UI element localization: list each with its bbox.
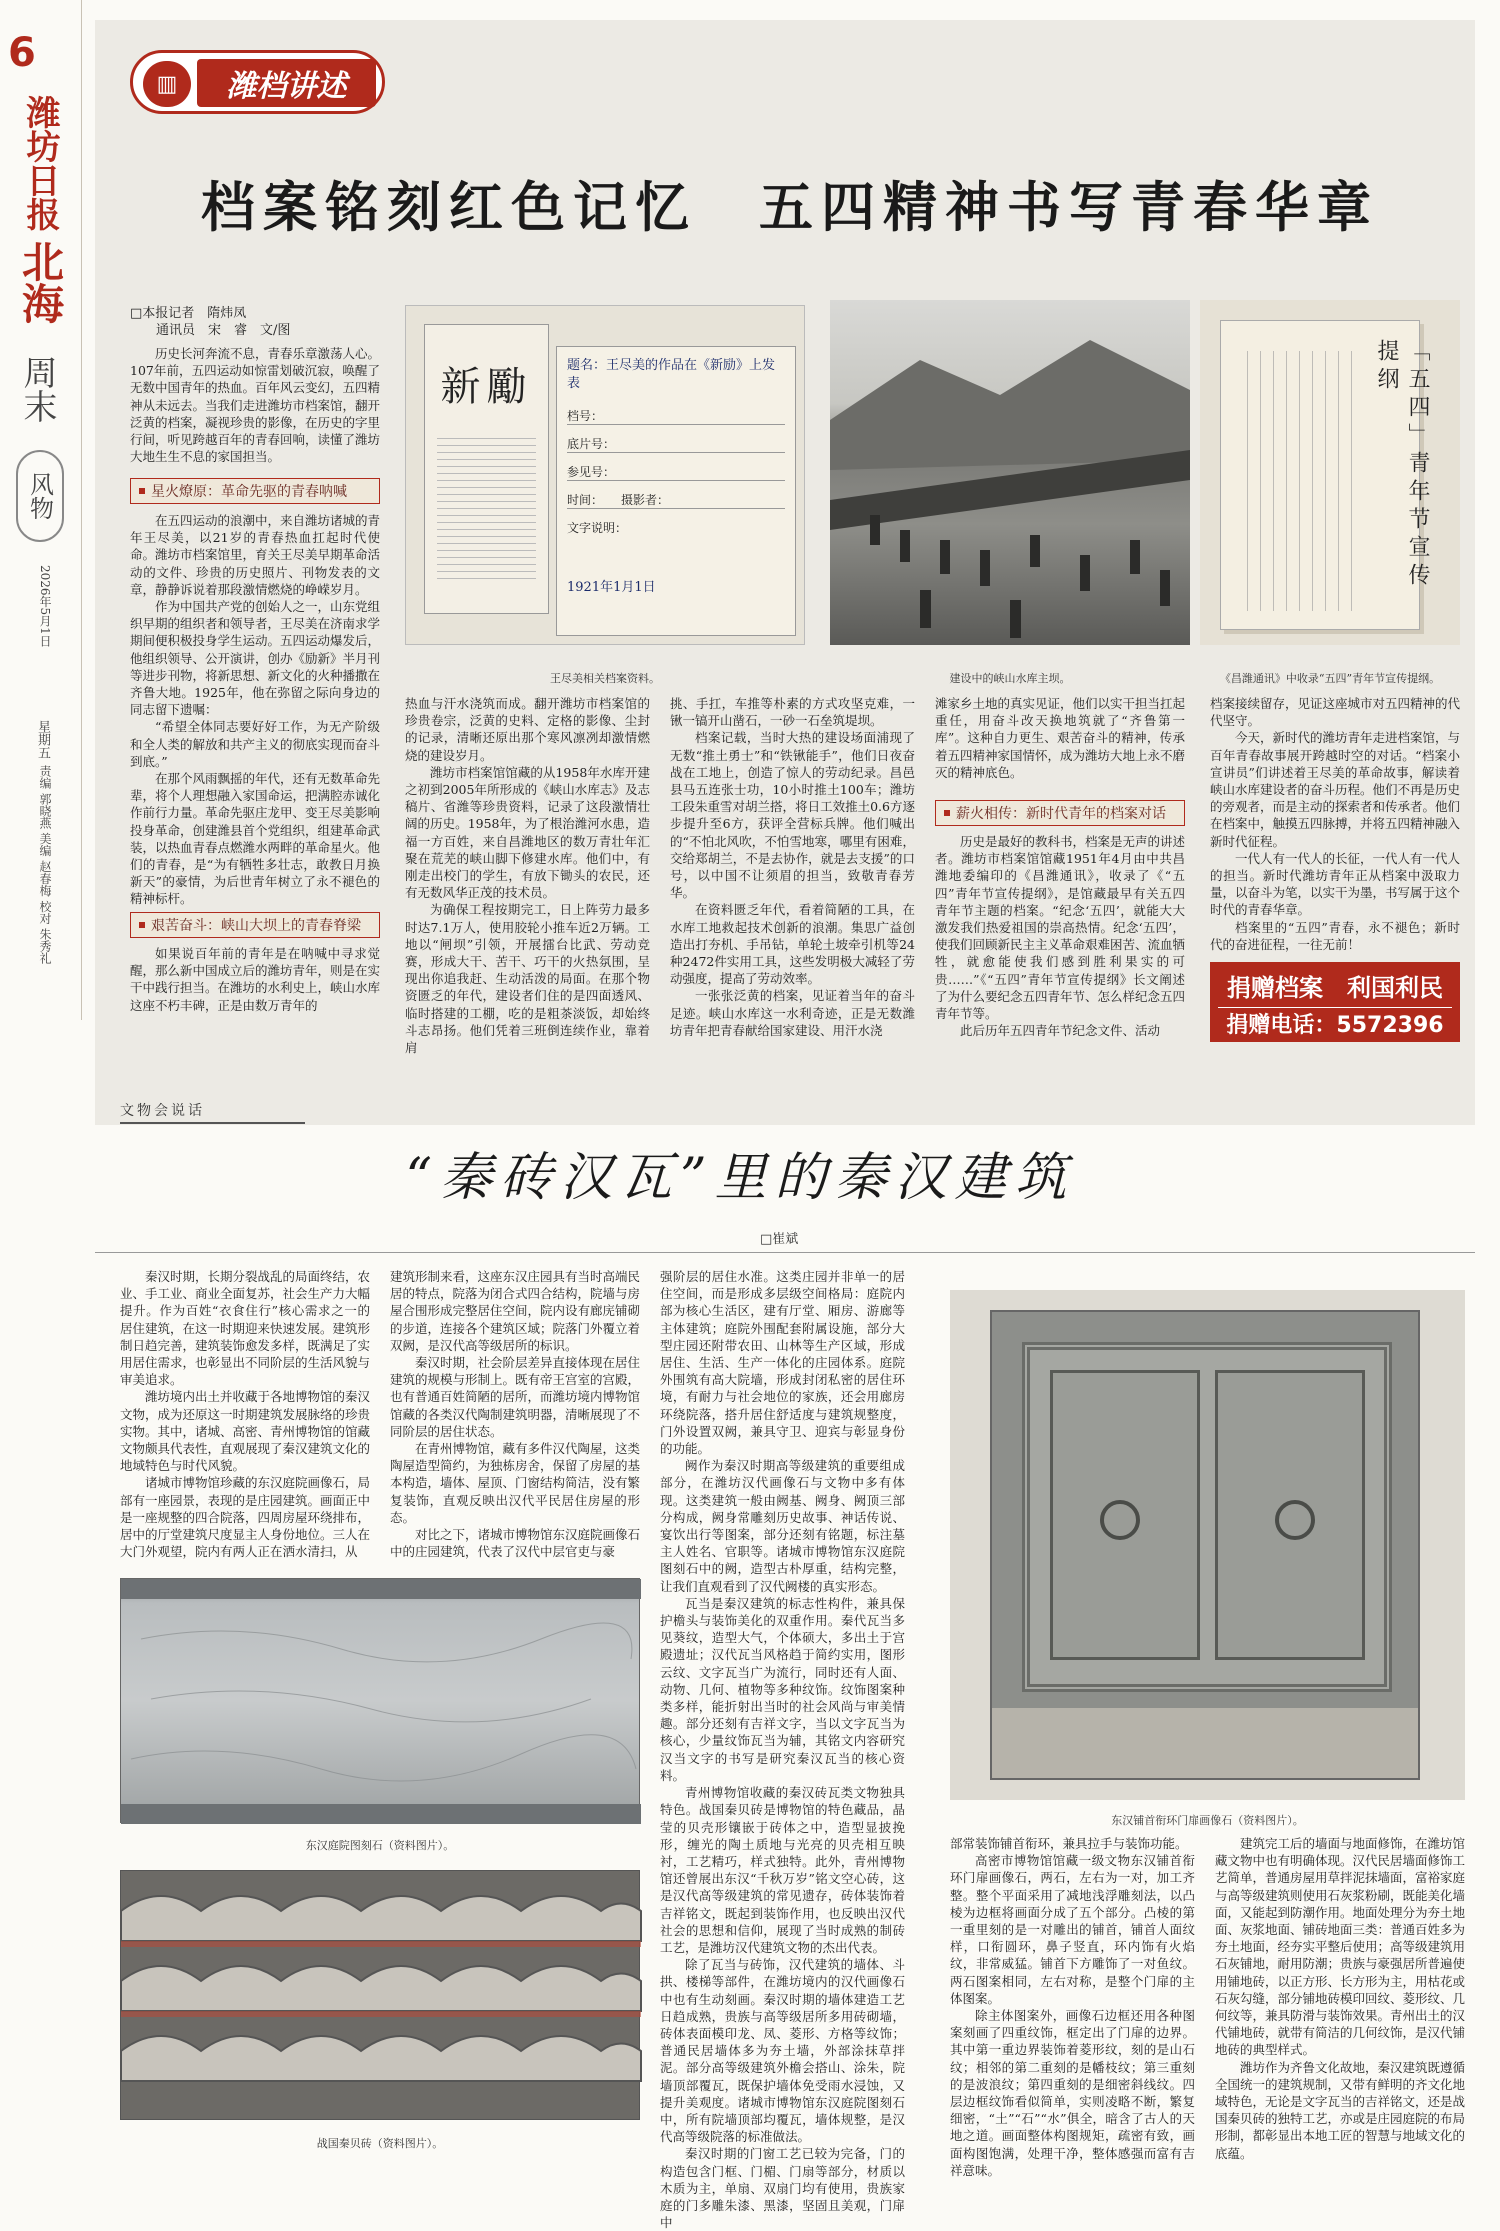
booklet-text [1235, 351, 1355, 611]
door-stone-panel [1022, 1342, 1392, 1692]
a2c5-para-1: 建筑完工后的墙面与地面修饰，在潍坊馆藏文物中也有明确体现。汉代民居墙面修饰工艺简单，普通房屋用草拌泥抹墙面，富裕家庭与高等级建筑则使用石灰浆粉刷，既能美化墙面，又能起到防潮作用。地面处理分为夯土地面、灰浆地面、铺砖地面三类：普通百姓多为夯土地面，经夯实平整后使用；高等级建筑用石灰铺地，耐用防潮；贵族与豪强居所普遍使用铺地砖，以正方形、长方形为主，用枯花或石灰勾缝，部分铺地砖模印回纹、菱形纹、几何纹等，兼具防滑与装饰效果。青州出土的汉代铺地砖，就带有简洁的几何纹饰，是汉代铺地砖的典型样式。 [1215, 1836, 1466, 2058]
photo3-caption: 《昌潍通讯》中收录“五四”青年节宣传提纲。 [1219, 672, 1441, 685]
page-number: 6 [8, 30, 36, 76]
photo4-caption: 东汉庭院图刻石（资料图片）。 [305, 1839, 455, 1852]
col3-para-2: 档案记载，当时大热的建设场面浦现了无数“推土勇士”和“铁锹能手”，他们日夜奋战在工地上，创造了惊人的劳动纪录。昌邑县马五连张士功，10小时推土100车；潍坊工段朱重雪对胡兰搭，将日工效推土0.6方逐步提升至6方，获评全营标兵牌。他们喊出的“不怕北风吹，不怕雪地寒，哪里有困难，交给郑胡兰，不是去协作，就是去支援”的口号，以中国不让须眉的担当，致敬青春芳华。 [670, 730, 915, 901]
donation-banner [1210, 962, 1460, 1042]
clipping-title: 新勵 [440, 364, 533, 410]
a2c3-para-1: 强阶层的居住水准。这类庄园并非单一的居住空间，而是形成多层级空间格局：庭院内部为核心生活区，建有厅堂、厢房、游廊等主体建筑；庭院外围配套附属设施，部分大型庄园还附带农田、山林等生产区域，形成居住、生活、生产一体化的庄园体系。庭院外围筑有高大院墙，形成封闭私密的居住环境，有耐力与社会地位的家族，还会用廊房环绕院落，搭升居住舒适度与建筑规整度，门外设置双阙，兼具守卫、迎宾与彰显身份的功能。 [660, 1269, 905, 1457]
photo6-caption: 战国秦贝砖（资料图片）。 [316, 2137, 444, 2150]
col1-para-1: 在五四运动的浪潮中，来自潍坊诸城的青年王尽美，以21岁的青春热血扛起时代使命。潍坊市档案馆里，育关王尽美早期革命活动的文件、珍贵的历史照片、刊物发表的文章，静静诉说着那段激情燃烧的峥嵘岁月。 [130, 513, 381, 597]
shell-brick-pattern [121, 1871, 641, 2121]
article1-col1 [130, 512, 381, 907]
a2c5-para-2: 潍坊作为齐鲁文化故地，秦汉建筑既遵循全国统一的建筑规制，又带有鲜明的齐文化地域特色，无论是文字瓦当的吉祥铭文，还是战国秦贝砖的独特工艺，亦或是庄园庭院的布局形制，都彰显出本地工匠的智慧与地域文化的底蕴。 [1215, 2059, 1466, 2161]
a2c4-para-1: 部常装饰铺首衔环，兼具拉手与装饰功能。 [950, 1836, 1188, 1851]
photo-reservoir-construction [830, 300, 1190, 645]
card-handwriting: 题名：王尽美的作品在《新励》上发表 [567, 358, 776, 391]
article1-title: 档案铭刻红色记忆 五四精神书写青春华章 [201, 175, 1379, 239]
a2c4-para-3: 除主体图案外，画像石边框还用各种图案刻画了四重纹饰，框定出了门扉的边界。其中第一重边界装饰着菱形纹，刻的是山石纹；相邻的第二重刻的是幡枝纹；第三重刻的是波浪纹；第四重刻的是细密斜线纹。四层边框纹饰看似简单，实则凌略不断，繁复细密，“土”“石”“水”俱全，暗含了古人的天地之道。画面整体构图规矩，疏密有致，画面构图饱满，处理干净，整体感强而富有吉祥意味。 [950, 2008, 1195, 2178]
photo5-caption: 东汉铺首衔环门扉画像石（资料图片）。 [1111, 1814, 1304, 1827]
article1-col4b [935, 833, 1186, 1039]
article2-byline: □崔斌 [760, 1232, 799, 1247]
photo-youth-day-outline [1200, 300, 1460, 645]
a2c1-para-2: 潍坊境内出土并收藏于各地博物馆的秦汉文物，成为还原这一时期建筑发展脉络的珍贵实物。其中，诸城、高密、青州博物馆的馆藏文物颇具代表性，直观展现了秦汉建筑文化的地域特色与时代风貌。 [120, 1389, 371, 1474]
a2c3-para-4: 青州博物馆收藏的秦汉砖瓦类文物独具特色。战国秦贝砖是博物馆的特色藏品，晶莹的贝壳形镶嵌于砖体之中，造型显披挽形，缠光的陶土质地与光亮的贝壳相互映衬，工艺精巧，样式独特。此外，青州博物馆还曾展出东汉“千秋万岁”铭文空心砖，这是汉代高等级建筑的常见遗存，砖体装饰着吉祥铭文，既起到装饰作用，也反映出汉代社会的思想和信仰，展现了当时成熟的制砖工艺，是潍坊汉代建筑文物的杰出代表。 [660, 1785, 905, 1955]
a2c1-para-3: 诸城市博物馆珍藏的东汉庭院画像石，局部有一座园景，表现的是庄园建筑。画面正中是一座规整的四合院落，四周房屋环绕排布，居中的厅堂建筑尺度显主人身份地位。三人在大门外观望，院内有两人正在洒水清扫，从 [120, 1475, 371, 1560]
a2c4-para-2: 高密市博物馆馆藏一级文物东汉铺首衔环门扉画像石，两石，左右为一对，加工齐整。整个平面采用了减地浅浮雕刻法，以凸棱为边框将画面分成了五个部分。凸棱的第一重里刻的是一对雕出的铺首，铺首人面纹样，口衔圆环，鼻子竖直，环内饰有火焰纹，非常威猛。铺首下方雕饰了一对鱼纹。两石图案相同，左右对称，是整个门扉的主体图案。 [950, 1853, 1195, 2006]
article2-rule [95, 1252, 1475, 1253]
article1-col1b: 如果说百年前的青年是在呐喊中寻求觉醒，那么新中国成立后的潍坊青年，则是在实干中践行担当。在潍坊的水利史上，峡山水库这座不朽丰碑，正是由数万青年的 [130, 946, 381, 1013]
a2c2-para-4: 对比之下，诸城市博物馆东汉庭院画像石中的庄园建筑，代表了汉代中层官吏与豪 [390, 1527, 641, 1560]
editor-credits: 责编 郭晓燕 美编 赵春梅 校对 朱秀礼 [38, 765, 52, 965]
byline-reporter: □本报记者 隋炜凤 [130, 306, 247, 321]
article2-col3 [660, 1268, 905, 2231]
a2c3-para-3: 瓦当是秦汉建筑的标志性构件，兼具保护檐头与装饰美化的双重作用。秦代瓦当多见葵纹，造型大气，个体硕大，多出土于宫殿遗址；汉代瓦当风格趋于简约实用，图形云纹、文字瓦当广为流行，同时还有人面、动物、几何、植物等多种纹饰。纹饰图案种类多样，能折射出当时的社会风尚与审美情趣。部分还刻有吉祥文字，当以文字瓦当为核心，少量纹饰瓦当为辅，其铭文内容研究汉当文字的书写是研究秦汉瓦当的核心资料。 [660, 1595, 905, 1783]
col4-para-3: 此后历年五四青年节纪念文件、活动 [960, 1023, 1161, 1039]
a2c3-para-6: 秦汉时期的门窗工艺已较为完备，门的构造包含门框、门楣、门扇等部分，材质以木质为主，单扇、双扇门均有使用，贵族家庭的门多雕朱漆、黑漆，坚固且美观，门扉中 [660, 2146, 905, 2231]
card-date: 1921年1月1日 [567, 580, 656, 595]
archive-books-icon: ▥ [143, 61, 191, 107]
a2c2-para-2: 秦汉时期，社会阶层差异直接体现在居住建筑的规模与形制上。既有帝王宫室的宫殿，也有普通百姓简陋的居所，而潍坊境内博物馆馆藏的各类汉代陶制建筑明器，清晰展现了不同阶层的居住状态。 [390, 1355, 641, 1439]
subhead-3: 薪火相传：新时代青年的档案对话 [935, 800, 1185, 826]
brand-name: 北海 [16, 240, 65, 324]
col5-para-1: 档案接续留存，见证这座城市对五四精神的代代坚守。 [1210, 696, 1461, 729]
booklet-title: 「五四」青年节宣传提纲 [1374, 339, 1430, 591]
card-field-3: 时间： 摄影者： [567, 491, 785, 509]
col3-para-4: 在资料匮乏年代，看着简陋的工具，在水库工地救起技术创新的浪潮。集思广益创造出打夯机、手吊钻，单轮土坡牵引机等24种2472件实用工具，这些发明极大减轻了劳动强度，提高了劳动效率。 [670, 902, 915, 987]
article2-col1 [120, 1268, 371, 1560]
clipping-lines [437, 432, 536, 582]
a2c3-para-2: 阙作为秦汉时期高等级建筑的重要组成部分，在潍坊汉代画像石与文物中多有体现。这类建筑一般由阙基、阙身、阙顶三部分构成，阙身常雕刻历史故事、神话传说、宴饮出行等图案，部分还刻有铭题，标注墓主人姓名、官职等。诸城市博物馆东汉庭院图刻石中的阙，造型古朴厚重，结构完整，让我们直观看到了汉代阙楼的真实形态。 [660, 1458, 905, 1594]
card-field-1: 底片号： [567, 435, 785, 453]
courtyard-stone-relief [121, 1579, 641, 1824]
col5-para-2: 今天，新时代的潍坊青年走进档案馆，与百年青春故事展开跨越时空的对话。“档案小宣讲员”们讲述着王尽美的革命故事，解读着峡山水库建设者的奋斗历程。他们不再是历史的旁观者，而是主动的探索者和传承者。他们在档案中，触摸五四脉搏，并将五四精神融入新时代征程。 [1210, 730, 1461, 849]
article2-col5 [1215, 1835, 1466, 2161]
photo2-caption: 建设中的峡山水库主坝。 [949, 672, 1071, 685]
col5-para-4: 档案里的“五四”青春，永不褪色；新时代的奋进征程，一往无前！ [1210, 919, 1460, 952]
article1-col4a: 滩家乡土地的真实见证，他们以实干担当扛起重任，用奋斗改天换地筑就了“齐鲁第一库”。这种自力更生、艰苦奋斗的精神，传承着五四精神家国情怀，成为潍坊大地上永不磨灭的精神底色。 [935, 696, 1186, 780]
paper-name: 潍坊日报 [20, 95, 60, 231]
column-logo [130, 50, 385, 114]
article1-byline [130, 305, 380, 339]
col2-para-3: 为确保工程按期完工，日上阵劳力最多时达7.1万人，使用胶轮小推车近2万辆。工地以“闸坝”引领，开展擂台比武、劳动竞赛，形成大干、苦干、巧干的火热氛围，呈现出你追我赶、生动活泼的局面。在那个物资匮乏的年代，建设者们住的是四面透风、临时搭建的工棚，吃的是粗茶淡饭，却始终斗志昂扬。他们凭着三班倒连续作业，靠着肩 [405, 902, 650, 1056]
card-field-0: 档号： [567, 407, 785, 425]
article2-title: “秦砖汉瓦”里的秦汉建筑 [405, 1148, 1075, 1208]
article1-col2 [405, 695, 650, 1056]
article2-col2 [390, 1268, 641, 1560]
issue-date: 2026年5月1日 [38, 565, 52, 647]
door-stone-frame [990, 1310, 1420, 1780]
knocker-ring-right-icon [1275, 1500, 1315, 1540]
donation-title: 捐赠档案 利国利民 [1218, 968, 1452, 1008]
reservoir-scene [830, 300, 1190, 645]
a2c3-para-5: 除了瓦当与砖饰，汉代建筑的墙体、斗拱、楼梯等部件，在潍坊境内的汉代画像石中也有生动刻画。秦汉时期的墙体建造工艺日趋成熟，贵族与高等级居所多用砖砌墙，砖体表面模印龙、凤、菱形、方格等纹饰；普通民居墙体多为夯土墙，外部涂抹草拌泥。部分高等级建筑外檐会搭山、涂朱，院墙顶部覆瓦，既保护墙体免受雨水浸蚀，又提升美观度。诸城市博物馆东汉庭院图刻石中，所有院墙顶部均覆瓦，墙体规整，是汉代高等级院落的标准做法。 [660, 1957, 905, 2145]
issue-weekday: 星期五 [35, 720, 50, 759]
col3-para-1: 挑、手扛，车推等朴素的方式攻坚克难，一锹一镐开山凿石，一砂一石垒筑堤坝。 [670, 696, 915, 729]
col1-para-4: 在那个风雨飘摇的年代，还有无数革命先辈，将个人理想融入家国命运，把满腔赤诚化作前行力量。革命先驱庄龙甲、变王尽美影响投身革命，创建潍县首个党组织，组建革命武装，以热血青春点燃潍水两畔的革命星火。他们的青春，是“为有牺牲多壮志，敢教日月换新天”的豪情，为后世青年树立了永不褪色的精神标杆。 [130, 771, 381, 907]
article2-column-tag: 文物会说话 [120, 1100, 305, 1124]
subhead-2: 艰苦奋斗：峡山大坝上的青春脊梁 [130, 912, 380, 938]
a2c2-para-1: 建筑形制来看，这座东汉庄园具有当时高端民居的特点，院落为闭合式四合结构，院墙与房屋合围形成完整居住空间，院内设有廊庑铺砌的步道，连接各个建筑区域；院落门外覆立着双阙，是汉代高等级居所的标识。 [390, 1269, 641, 1353]
column-tag: 潍档讲述 [197, 59, 376, 107]
donation-phone: 捐赠电话：5572396 [1226, 1013, 1444, 1038]
photo-shell-brick [120, 1870, 640, 2120]
photo-courtyard-stone [120, 1578, 640, 1823]
newspaper-clipping [424, 324, 549, 614]
a2c2-para-3: 在青州博物馆，藏有多件汉代陶屋，这类陶屋造型简约，为独栋房舍，保留了房屋的基本构造，墙体、屋顶、门窗结构简洁，没有繁复装饰，直观反映出汉代平民居住房屋的形态。 [390, 1441, 641, 1525]
col1-para-2: 作为中国共产党的创始人之一，山东党组织早期的组织者和领导者，王尽美在济南求学期间便积极投身学生运动。五四运动爆发后，他组织领导、公开演讲，创办《励新》半月刊等进步刊物，将新思想、新文化的火种播撒在齐鲁大地。1925年，他在弥留之际向身边的同志留下遗嘱： [130, 599, 381, 718]
col2-para-2: 潍坊市档案馆馆藏的从1958年水库开建之初到2005年所形成的《峡山水库志》及志稿片、省潍等珍贵资料，记录了这段激情壮阔的历史。1958年，为了根治潍河水患，造福一方百姓，来自昌潍地区的数万青壮年汇聚在荒芜的峡山脚下修建水库。他们中，有刚走出校门的学生，有放下锄头的农民，还有无数风华正茂的技术员。 [405, 764, 650, 901]
section-badge: 风物 [16, 450, 64, 542]
col5-para-3: 一代人有一代人的长征，一代人有一代人的担当。新时代潍坊青年正从档案中汲取力量，以奋斗为笔，以实干为墨，书写属于这个时代的青春华章。 [1210, 850, 1461, 918]
weekend-label: 周末 [17, 355, 57, 423]
card-field-4: 文字说明： [567, 521, 628, 535]
photo-door-stone [950, 1290, 1465, 1800]
col3-para-3: 一张张泛黄的档案，见证着当年的奋斗足迹。峡山水库这一水利奇迹，正是无数潍坊青年把青春献给国家建设、用汗水浇 [670, 988, 915, 1038]
archive-card [556, 346, 796, 636]
article1-intro: 历史长河奔流不息，青春乐章激荡人心。107年前，五四运动如惊雷划破沉寂，唤醒了无数中国青年的热血。百年风云变幻，五四精神从未远去。当我们走进潍坊市档案馆，翻开泛黄的档案，凝视珍贵的影像，在历史的字里行间，听见跨越百年的青春回响，读懂了潍坊大地生生不息的家国担当。 [130, 346, 381, 465]
col4-para-2: 历史是最好的教科书，档案是无声的讲述者。潍坊市档案馆馆藏1951年4月由中共昌潍地委编印的《昌潍通讯》，收录了《“五四”青年节宣传提纲》，是馆藏最早有关五四青年节主题的档案。“纪念‘五四’，就能大大激发我们热爱祖国的崇高热情。纪念‘五四’，使我们回顾新民主主义革命艰难困苦、流血牺牲，就愈能使我们感到胜利果实的可贵……”《“五四”青年节宣传提纲》长文阐述了为什么要纪念五四青年节、怎么样纪念五四青年节等。 [935, 834, 1186, 1022]
door-stone-base [992, 1708, 1418, 1778]
card-field-2: 参见号： [567, 463, 785, 481]
article2-col4 [950, 1835, 1195, 2178]
col1-para-3: “希望全体同志要好好工作，为无产阶级和全人类的解放和共产主义的彻底实现而奋斗到底。” [130, 719, 381, 769]
knocker-ring-left-icon [1100, 1500, 1140, 1540]
masthead-sidebar [0, 0, 82, 1020]
col2-para-1: 热血与汗水浇筑而成。翻开潍坊市档案馆的珍贵卷宗，泛黄的史料、定格的影像、尘封的记录，清晰还原出那个寒风凛冽却激情燃烧的建设岁月。 [405, 696, 650, 763]
photo1-caption: 王尽美相关档案资料。 [550, 672, 660, 685]
booklet-page [1220, 320, 1430, 630]
a2c1-para-1: 秦汉时期，长期分裂战乱的局面终结，农业、手工业、商业全面复苏，社会生产力大幅提升。作为百姓“衣食住行”核心需求之一的居住建筑，在这一时期迎来快速发展。建筑形制日趋完善，建筑装饰愈发多样，既满足了实用居住需求，也彰显出不同阶层的生活风貌与审美追求。 [120, 1269, 371, 1388]
byline-correspondent: 通讯员 宋 睿 文/图 [156, 323, 291, 338]
photo-wang-jinmei-documents [405, 305, 805, 645]
subhead-1: 星火燎原：革命先驱的青春呐喊 [130, 478, 380, 504]
article1-col5 [1210, 695, 1460, 955]
article1-col3 [670, 695, 915, 1038]
